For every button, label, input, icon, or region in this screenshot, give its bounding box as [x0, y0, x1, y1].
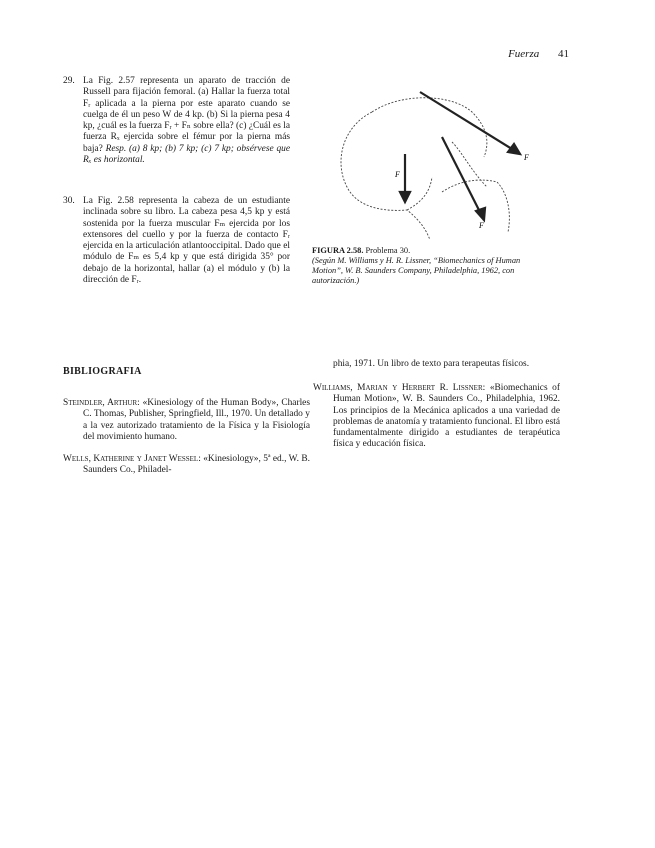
figure-source: (Según M. Williams y H. R. Lissner, “Biomechanics of Human Motion”, W. B. Saunders Company, Philadelphia, 1962, con autorización.): [312, 256, 521, 285]
skull-outline: [372, 98, 487, 157]
bib-author: Williams, Marian y Herbert R. Lissner:: [313, 383, 486, 393]
problem-30: [63, 196, 290, 286]
bibliography-entry: [63, 454, 310, 477]
muscle-force-arrowhead: [508, 144, 520, 154]
problem-answer: Resp. (a) 8 kp; (b) 7 kp; (c) 7 kp; obsérvese que Rₓ es horizontal.: [83, 143, 290, 166]
muscle-force-label: F: [524, 153, 529, 162]
jaw-outline: [407, 177, 432, 210]
figure-label: FIGURA 2.58.: [312, 246, 364, 255]
bibliography-heading: BIBLIOGRAFIA: [63, 366, 142, 377]
page-number: 41: [558, 48, 569, 60]
bib-text: «Kinesiology of the Human Body», Charles C. Thomas, Publisher, Springfield, Ill., 1970. Un detallado y a la vez autorizado tratamiento de la Física y la Fisiología del movimiento humano.: [83, 398, 310, 442]
problem-29: [63, 76, 290, 166]
contact-force-arrowhead: [476, 208, 485, 220]
bib-text: «Biomechanics of Human Motion», W. B. Saunders Co., Philadelphia, 1962. Los principios de la Mecánica aplicados a una variedad de problemas de anatomía y tratamiento funcional. El libro está fundamentalmente dirigido a estudiantes de terapéutica física y educación física.: [333, 383, 560, 450]
problem-text: La Fig. 2.57 representa un aparato de tracción de Russell para fijación femoral. (a) Hallar la fuerza total Fᵣ aplicada a la pierna por este aparato cuando se cuelga de él un peso W de 4 kp. (b) Si la pierna pesa 4 kp, ¿cuál es la fuerza Fᵣ + Fₙ sobre ella? (c) ¿Cuál es la fuerza Rₓ ejercida sobre el fémur por la pierna más baja?: [83, 76, 290, 154]
problem-text: La Fig. 2.58 representa la cabeza de un estudiante inclinada sobre su libro. La cabeza pesa 4,5 kp y está sostenida por la fuerza muscular Fₘ ejercida por los extensores del cuello y por la fuerza de contacto Fᵣ ejercida en la articulación atlantooccipital. Dado que el módulo de Fₘ es 5,4 kp y que está dirigida 35° por debajo de la horizontal, hallar (a) el módulo y (b) la dirección de Fᵣ.: [83, 196, 290, 286]
problem-number: 30.: [63, 196, 75, 206]
running-head-title: Fuerza: [508, 48, 540, 60]
vertebra-outline: [452, 142, 487, 187]
problem-number: 29.: [63, 76, 75, 86]
bib-author: Wells, Katherine y Janet Wessel:: [63, 454, 201, 464]
bib-text: «Kinesiology», 5ª ed., W. B. Saunders Co., Philadel-: [83, 454, 310, 476]
muscle-force-arrow: [420, 92, 520, 154]
bibliography-entry: [313, 383, 560, 451]
weight-force-label: F: [395, 170, 400, 179]
bibliography-entry-continuation: [313, 359, 560, 370]
contact-force-label: F: [479, 221, 484, 230]
weight-arrowhead: [400, 192, 410, 202]
running-head: [508, 48, 569, 60]
figure-title: Problema 30.: [365, 246, 411, 255]
head-outline: [341, 112, 430, 240]
neck-outline: [442, 180, 509, 232]
bib-author: Steindler, Arthur:: [63, 398, 140, 408]
contact-force-arrow: [442, 137, 484, 220]
bibliography-entry: [63, 398, 310, 443]
bib-text: phia, 1971. Un libro de texto para terapeutas físicos.: [333, 359, 530, 369]
head-force-figure: [312, 82, 552, 242]
figure-caption: [312, 246, 552, 286]
